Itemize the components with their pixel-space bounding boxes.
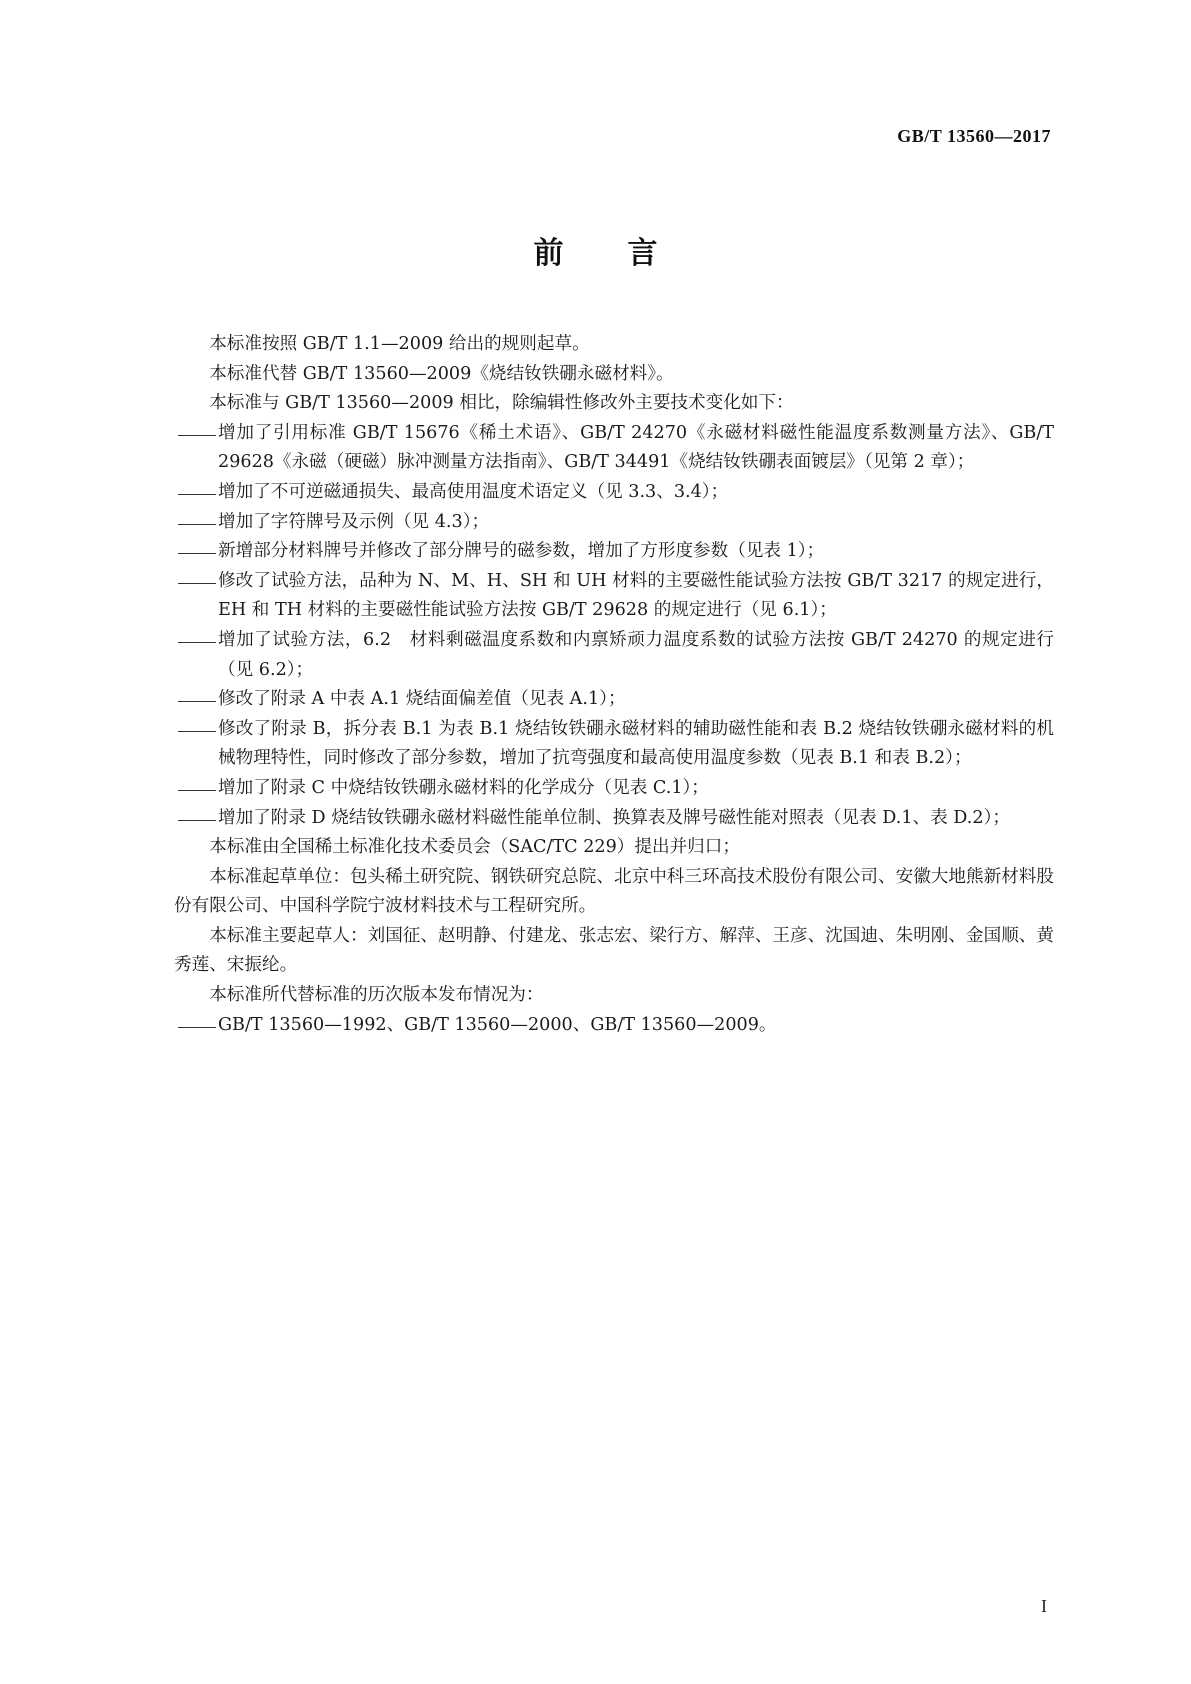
paragraph-drafting-rules: 本标准按照 GB/T 1.1—2009 给出的规则起草。 [209,334,590,354]
change-item [174,774,1054,804]
change-item [174,715,1054,774]
standard-number: GB/T 13560—2017 [897,126,1051,146]
change-item [174,567,1054,626]
change-item-text: 增加了字符牌号及示例（见 4.3）； [218,511,490,532]
change-item [174,508,1054,538]
history-item-text: GB/T 13560—1992、GB/T 13560—2000、GB/T 13560—2009。 [218,1014,777,1035]
change-item-text: 修改了附录 A 中表 A.1 烧结面偏差值（见表 A.1）； [218,689,626,710]
paragraph-drafting-units: 本标准起草单位：包头稀土研究院、钢铁研究总院、北京中科三环高技术股份有限公司、安徽大地熊新材料股份有限公司、中国科学院宁波材料技术与工程研究所。 [174,866,1054,917]
change-item [174,478,1054,508]
paragraph-replaces: 本标准代替 GB/T 13560—2009《烧结钕铁硼永磁材料》。 [209,363,674,384]
change-item-text: 增加了附录 C 中烧结钕铁硼永磁材料的化学成分（见表 C.1）； [218,777,709,798]
paragraph-changes-intro: 本标准与 GB/T 13560—2009 相比，除编辑性修改外主要技术变化如下： [209,393,794,414]
page-title [0,228,1191,272]
paragraph-proposer: 本标准由全国稀土标准化技术委员会（SAC/TC 229）提出并归口； [209,837,740,858]
change-item-text: 增加了试验方法，6.2 材料剩磁温度系数和内禀矫顽力温度系数的试验方法按 GB/T 24270 的规定进行（见 6.2）； [218,629,1054,680]
change-item-text: 修改了试验方法，品种为 N、M、H、SH 和 UH 材料的主要磁性能试验方法按 GB/T 3217 的规定进行，EH 和 TH 材料的主要磁性能试验方法按 GB/T 29628 的规定进行（见 6.1）； [218,570,1054,621]
change-item [174,685,1054,715]
change-item [174,626,1054,685]
paragraph-drafters: 本标准主要起草人：刘国征、赵明静、付建龙、张志宏、梁行方、解萍、王彦、沈国迪、朱明刚、金国顺、黄秀莲、宋振纶。 [174,925,1054,976]
title-char-2: 言 [627,236,658,271]
title-char-1: 前 [533,236,564,271]
change-item-text: 增加了引用标准 GB/T 15676《稀土术语》、GB/T 24270《永磁材料磁性能温度系数测量方法》、GB/T 29628《永磁（硬磁）脉冲测量方法指南》、GB/T 34491《烧结钕铁硼表面镀层》（见第 2 章）； [218,422,1054,473]
history-item [174,1011,1054,1041]
change-item [174,419,1054,478]
foreword-body [174,330,1054,1040]
change-item-text: 增加了附录 D 烧结钕铁硼永磁材料磁性能单位制、换算表及牌号磁性能对照表（见表 D.1、表 D.2）； [218,807,1010,828]
change-item-text: 修改了附录 B，拆分表 B.1 为表 B.1 烧结钕铁硼永磁材料的辅助磁性能和表 B.2 烧结钕铁硼永磁材料的机械物理特性，同时修改了部分参数，增加了抗弯强度和最高使用温度参数（见表 B.1 和表 B.2）； [218,718,1054,769]
change-item-text: 增加了不可逆磁通损失、最高使用温度术语定义（见 3.3、3.4）； [218,481,729,502]
change-item [174,537,1054,567]
paragraph-history-intro: 本标准所代替标准的历次版本发布情况为： [209,985,544,1006]
change-item [174,804,1054,834]
page-number: I [1041,1596,1047,1616]
change-item-text: 新增部分材料牌号并修改了部分牌号的磁参数，增加了方形度参数（见表 1）； [218,541,825,562]
